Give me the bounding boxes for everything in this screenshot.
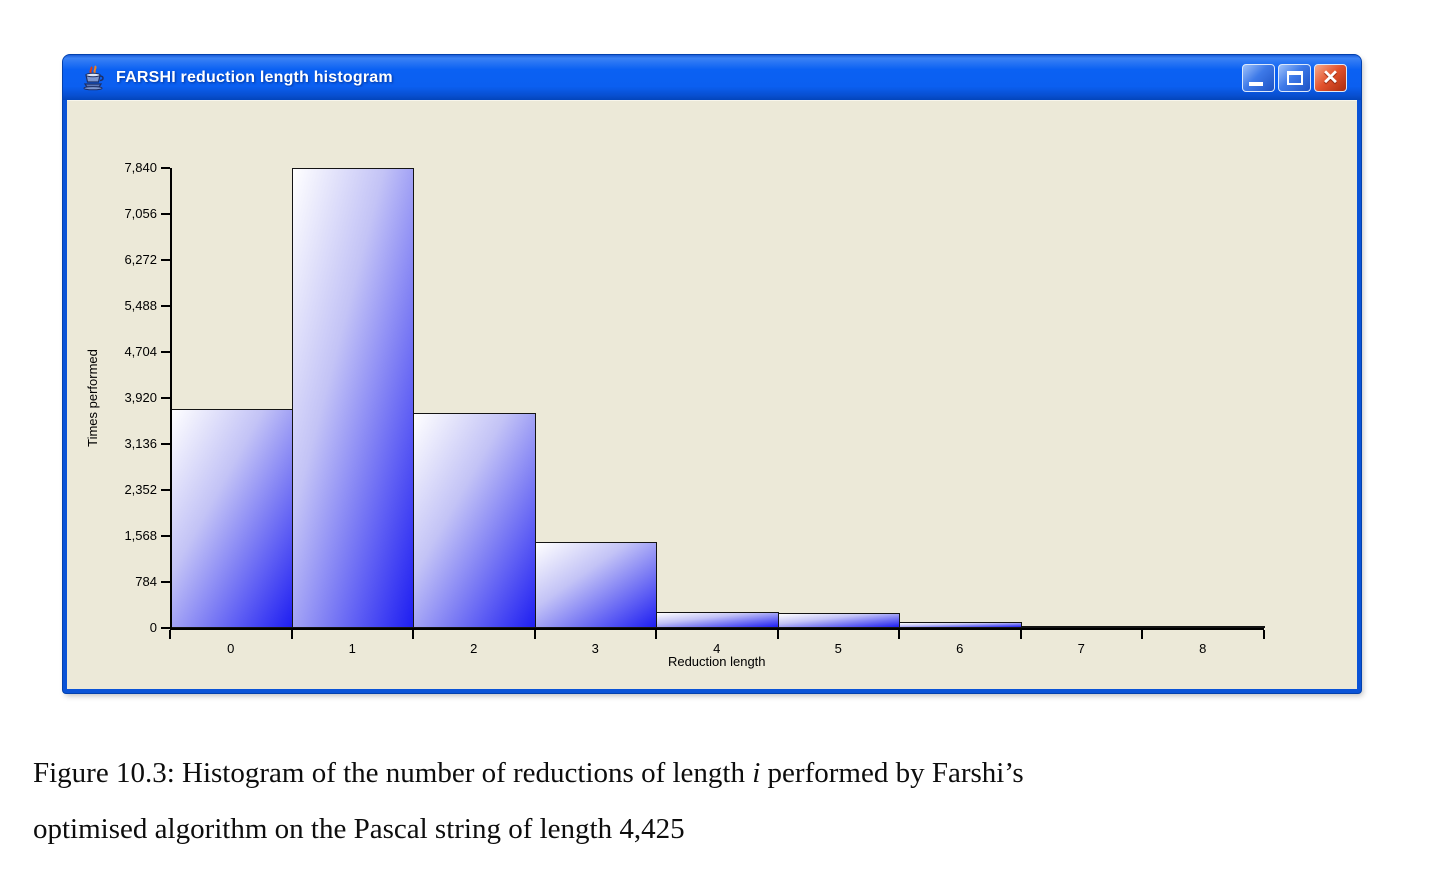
- y-tick-mark: [161, 627, 170, 629]
- y-tick-mark: [161, 167, 170, 169]
- y-tick-mark: [161, 305, 170, 307]
- x-axis-line: [170, 628, 1264, 630]
- y-tick-mark: [161, 213, 170, 215]
- y-tick-mark: [161, 489, 170, 491]
- x-tick-mark: [534, 630, 536, 639]
- caption-line1-post: performed by Farshi’s: [760, 757, 1024, 789]
- x-tick-label-1: 1: [348, 641, 356, 656]
- x-tick-mark: [777, 630, 779, 639]
- minimize-button[interactable]: [1242, 64, 1275, 92]
- y-tick-mark: [161, 397, 170, 399]
- x-tick-label-8: 8: [1199, 641, 1207, 656]
- x-tick-mark: [291, 630, 293, 639]
- y-tick-mark: [161, 581, 170, 583]
- histogram-bar-5: [778, 613, 901, 628]
- y-axis-title: Times performed: [85, 349, 100, 447]
- x-tick-mark: [1020, 630, 1022, 639]
- x-axis-title: Reduction length: [667, 654, 766, 669]
- java-coffee-cup-icon: [81, 65, 107, 91]
- x-tick-label-2: 2: [470, 641, 478, 656]
- maximize-icon: [1287, 71, 1303, 85]
- y-tick-mark: [161, 351, 170, 353]
- x-tick-mark: [1263, 630, 1265, 639]
- histogram-chart: [67, 101, 1357, 689]
- x-tick-label-3: 3: [591, 641, 599, 656]
- y-tick-mark: [161, 443, 170, 445]
- figure-caption: [33, 745, 1413, 857]
- x-tick-label-6: 6: [956, 641, 964, 656]
- close-button[interactable]: [1314, 64, 1347, 92]
- x-tick-mark: [412, 630, 414, 639]
- window-title: FARSHI reduction length histogram: [116, 68, 393, 86]
- histogram-bar-4: [656, 612, 779, 628]
- histogram-bar-2: [413, 413, 536, 628]
- y-tick-label: 1,568: [124, 528, 157, 543]
- x-tick-mark: [898, 630, 900, 639]
- histogram-bar-0: [170, 409, 293, 628]
- window-controls: [1242, 64, 1347, 92]
- x-tick-label-5: 5: [834, 641, 842, 656]
- maximize-button[interactable]: [1278, 64, 1311, 92]
- y-tick-label: 0: [149, 620, 157, 635]
- x-tick-mark: [1141, 630, 1143, 639]
- histogram-bar-3: [535, 542, 658, 628]
- window-content: [67, 100, 1357, 689]
- x-tick-label-0: 0: [227, 641, 235, 656]
- x-tick-label-7: 7: [1077, 641, 1085, 656]
- y-tick-mark: [161, 535, 170, 537]
- y-tick-label: 2,352: [124, 482, 157, 497]
- y-tick-label: 7,056: [124, 206, 157, 221]
- app-window: [63, 55, 1361, 693]
- x-tick-label-4: 4: [713, 641, 721, 656]
- minimize-icon: [1249, 82, 1263, 86]
- x-tick-mark: [169, 630, 171, 639]
- y-tick-label: 6,272: [124, 252, 157, 267]
- caption-line2: optimised algorithm on the Pascal string of length 4,425: [33, 813, 685, 845]
- caption-line1-pre: Figure 10.3: Histogram of the number of reductions of length: [33, 757, 753, 789]
- close-icon: ✕: [1322, 66, 1339, 89]
- y-tick-label: 5,488: [124, 298, 157, 313]
- histogram-bar-1: [292, 168, 415, 628]
- y-axis-line: [170, 168, 172, 630]
- y-tick-mark: [161, 259, 170, 261]
- y-tick-label: 784: [135, 574, 157, 589]
- window-titlebar[interactable]: [63, 55, 1361, 100]
- y-tick-label: 3,920: [124, 390, 157, 405]
- y-tick-label: 3,136: [124, 436, 157, 451]
- y-tick-label: 7,840: [124, 160, 157, 175]
- y-tick-label: 4,704: [124, 344, 157, 359]
- caption-italic-i: i: [752, 757, 761, 789]
- x-tick-mark: [655, 630, 657, 639]
